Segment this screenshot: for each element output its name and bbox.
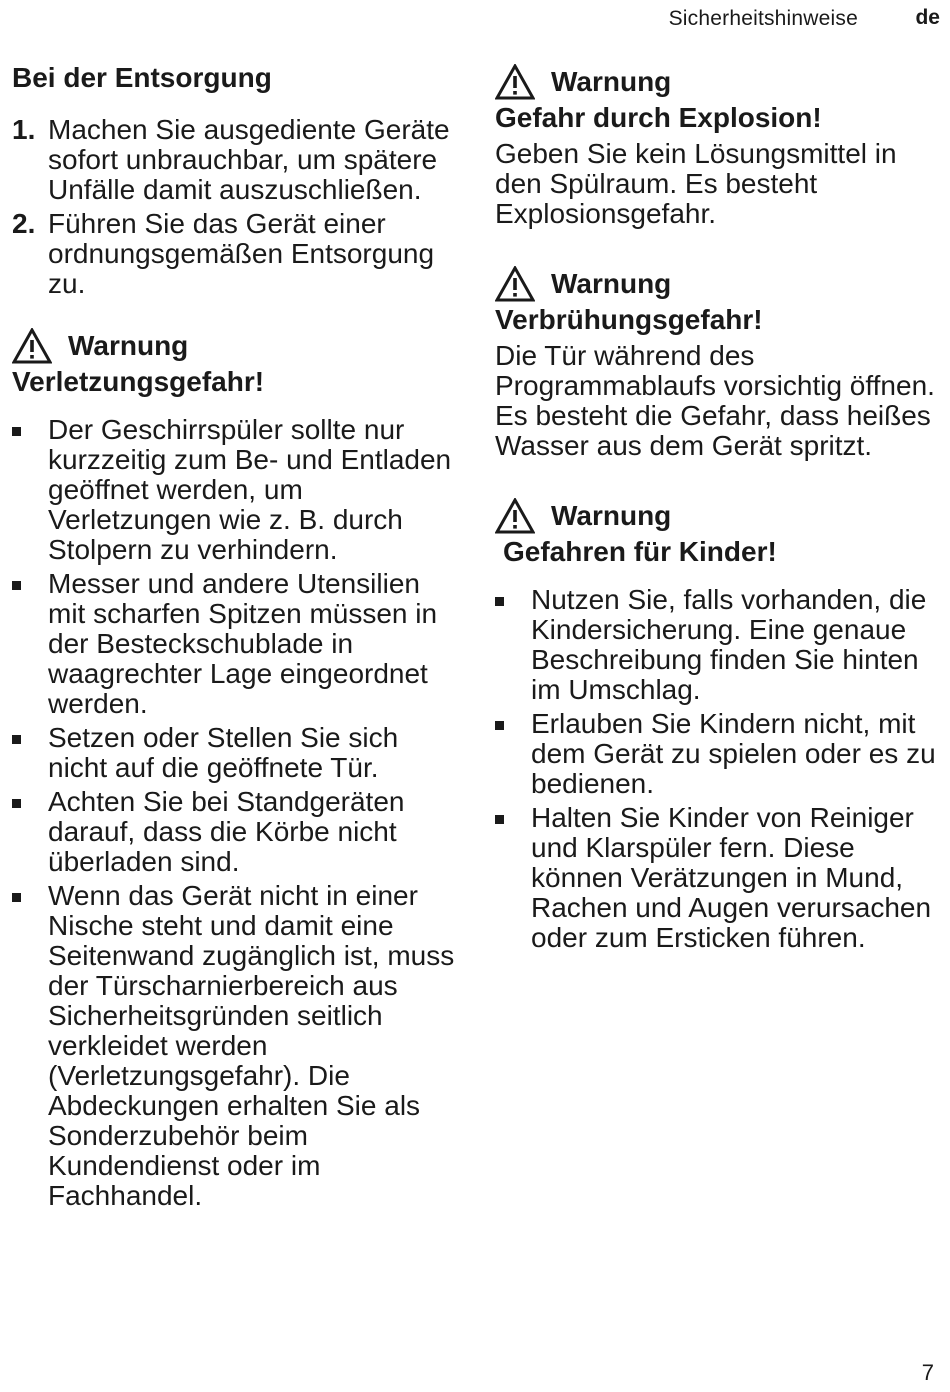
disposal-steps (12, 115, 462, 299)
warning-triangle-icon (495, 64, 535, 100)
list-item-text: Achten Sie bei Standgeräten darauf, dass die Körbe nicht überladen sind. (48, 786, 405, 877)
warning-title: Verletzungsgefahr! (12, 366, 265, 397)
warning-title: Gefahr durch Explosion! (495, 102, 822, 133)
square-bullet-icon (12, 581, 21, 590)
warning-header (12, 327, 462, 365)
warning-label: Warnung (551, 500, 672, 531)
list-item-text: Messer und andere Utensilien mit scharfen Spitzen müssen in der Besteckschublade in waagrechter Lage eingeordnet werden. (48, 568, 438, 719)
page-number: 7 (921, 1360, 934, 1385)
step-item (12, 209, 462, 299)
square-bullet-icon (12, 893, 21, 902)
warning-triangle-icon (495, 498, 535, 534)
square-bullet-icon (495, 721, 504, 730)
step-number: 1. (12, 114, 36, 145)
list-item-text: Setzen oder Stellen Sie sich nicht auf die geöffnete Tür. (48, 722, 399, 783)
list-item-text: Nutzen Sie, falls vorhanden, die Kindersicherung. Eine genaue Beschreibung finden Sie hinten im Umschlag. (531, 584, 927, 705)
disposal-heading: Bei der Entsorgung (12, 62, 272, 93)
warning-label: Warnung (68, 330, 189, 361)
warning-injury (12, 327, 462, 1211)
warning-children (495, 497, 940, 953)
step-number: 2. (12, 208, 36, 239)
list-item (12, 723, 462, 783)
warning-explosion (495, 63, 940, 229)
list-item (12, 881, 462, 1211)
warning-label: Warnung (551, 268, 672, 299)
warning-scalding (495, 265, 940, 461)
list-item-text: Der Geschirrspüler sollte nur kurzzeitig zum Be- und Entladen geöffnet werden, um Verletzungen wie z. B. durch Stolpern zu verhindern. (48, 414, 452, 565)
list-item (12, 787, 462, 877)
warning-text: Geben Sie kein Lösungsmittel in den Spülraum. Es besteht Explosionsgefahr. (495, 138, 897, 229)
list-item (495, 803, 940, 953)
warning-bullets (12, 415, 462, 1211)
list-item (12, 569, 462, 719)
warning-text: Die Tür während des Programmablaufs vorsichtig öffnen. Es besteht die Gefahr, dass heißes Wasser aus dem Gerät spritzt. (495, 340, 935, 461)
right-column (495, 63, 940, 957)
step-item (12, 115, 462, 205)
running-header-language: de (915, 6, 940, 29)
step-text: Machen Sie ausgediente Geräte sofort unbrauchbar, um spätere Unfälle damit auszuschließen. (48, 114, 450, 205)
list-item (495, 585, 940, 705)
square-bullet-icon (12, 427, 21, 436)
warning-title: Verbrühungsgefahr! (495, 304, 763, 335)
warning-triangle-icon (12, 328, 52, 364)
list-item (12, 415, 462, 565)
list-item-text: Wenn das Gerät nicht in einer Nische steht und damit eine Seitenwand zugänglich ist, muss der Türscharnierbereich aus Sicherheitsgründen seitlich verkleidet werden (Verletzungsgefahr). Die Abdeckungen erhalten Sie als Sonderzubehör beim Kundendienst oder im Fachhandel. (48, 880, 455, 1211)
square-bullet-icon (12, 735, 21, 744)
square-bullet-icon (495, 597, 504, 606)
warning-header (495, 63, 940, 101)
warning-header (495, 497, 940, 535)
running-header-section: Sicherheitshinweise (668, 7, 858, 30)
list-item (495, 709, 940, 799)
list-item-text: Halten Sie Kinder von Reiniger und Klarspüler fern. Diese können Verätzungen in Mund, Rachen und Augen verursachen oder zum Ersticken führen. (531, 802, 932, 953)
warning-triangle-icon (495, 266, 535, 302)
square-bullet-icon (12, 799, 21, 808)
warning-label: Warnung (551, 66, 672, 97)
list-item-text: Erlauben Sie Kindern nicht, mit dem Gerät zu spielen oder es zu bedienen. (531, 708, 936, 799)
square-bullet-icon (495, 815, 504, 824)
warning-title: Gefahren für Kinder! (503, 536, 777, 567)
left-column (12, 63, 462, 1215)
warning-bullets (495, 585, 940, 953)
step-text: Führen Sie das Gerät einer ordnungsgemäßen Entsorgung zu. (48, 208, 435, 299)
warning-header (495, 265, 940, 303)
